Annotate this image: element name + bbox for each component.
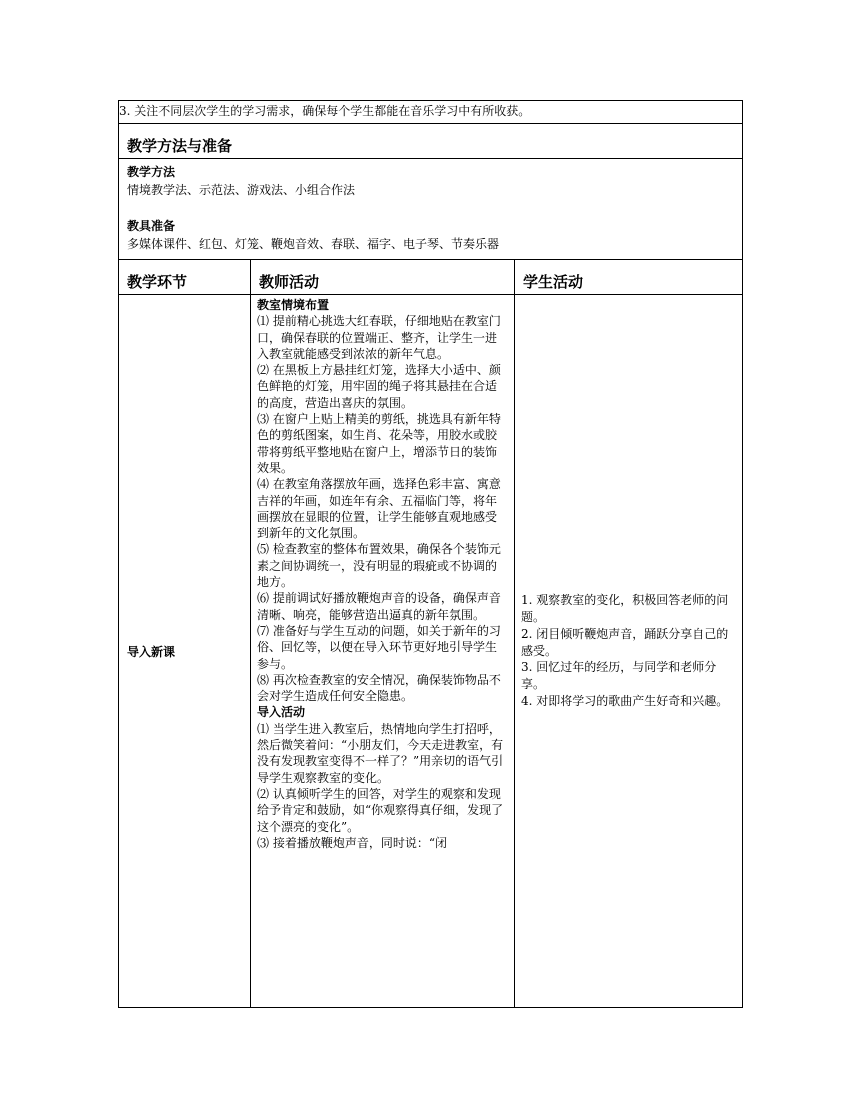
goal-row [119, 101, 743, 124]
table-header-row [119, 260, 743, 295]
list-item: 2. 闭目倾听鞭炮声音，踊跃分享自己的感受。 [521, 626, 729, 658]
list-item: ⑷ 在教室角落摆放年画，选择色彩丰富、寓意吉祥的年画，如连年有余、五福临门等，将年画摆放在显眼的位置，让学生能够直观地感受到新年的文化氛围。 [257, 477, 501, 541]
tools-text: 多媒体课件、红包、灯笼、鞭炮音效、春联、福字、电子琴、节奏乐器 [127, 237, 500, 251]
intro-title: 导入活动 [257, 705, 306, 720]
phase-cell: 导入新课 [119, 295, 251, 1008]
list-item: ⑵ 在黑板上方悬挂红灯笼，选择大小适中、颜色鲜艳的灯笼，用牢固的绳子将其悬挂在合适的高度，营造出喜庆的氛围。 [257, 363, 501, 410]
list-item: ⑸ 检查教室的整体布置效果，确保各个装饰元素之间协调统一，没有明显的瑕疵或不协调的地方。 [257, 542, 501, 590]
teacher-activity-cell [251, 295, 515, 1008]
list-item: 1. 观察教室的变化，积极回答老师的问题。 [521, 593, 729, 624]
section-title: 教学方法与准备 [127, 137, 233, 155]
tools-label: 教具准备 [127, 219, 176, 233]
header-teacher: 教师活动 [259, 273, 320, 291]
list-item: ⑴ 当学生进入教室后，热情地向学生打招呼，然后微笑着问：“小朋友们，今天走进教室，有没有发现教室变得不一样了？”用亲切的语气引导学生观察教室的变化。 [257, 721, 504, 785]
list-item: ⑶ 在窗户上贴上精美的剪纸，挑选具有新年特色的剪纸图案，如生肖、花朵等，用胶水或胶带将剪纸平整地贴在窗户上，增添节日的装饰效果。 [257, 412, 501, 475]
list-item: ⑻ 再次检查教室的安全情况，确保装饰物品不会对学生造成任何安全隐患。 [257, 672, 501, 704]
list-item: ⑺ 准备好与学生互动的问题，如关于新年的习俗、回忆等，以便在导入环节更好地引导学生参与。 [257, 623, 501, 671]
methods-row [119, 159, 743, 260]
header-phase: 教学环节 [127, 273, 188, 291]
table-row [119, 295, 743, 1008]
student-activity-cell [515, 295, 743, 1008]
list-item: ⑵ 认真倾听学生的回答，对学生的观察和发现给予肯定和鼓励，如“你观察得真仔细，发现了这个漂亮的变化”。 [257, 786, 504, 834]
list-item: ⑶ 接着播放鞭炮声音，同时说：“闭 [257, 835, 447, 850]
goal-line: 3. 关注不同层次学生的学习需求，确保每个学生都能在音乐学习中有所收获。 [119, 101, 743, 124]
list-item: 4. 对即将学习的歌曲产生好奇和兴趣。 [521, 693, 729, 708]
list-item: ⑹ 提前调试好播放鞭炮声音的设备，确保声音清晰、响亮，能够营造出逼真的新年氛围。 [257, 591, 501, 622]
header-student: 学生活动 [523, 273, 584, 291]
list-item: ⑴ 提前精心挑选大红春联，仔细地贴在教室门口，确保春联的位置端正、整齐，让学生一进入教室就能感受到浓浓的新年气息。 [257, 314, 501, 361]
methods-title-row [119, 124, 743, 159]
methods-label: 教学方法 [127, 165, 176, 179]
lesson-plan-table [118, 100, 743, 1008]
methods-text: 情境教学法、示范法、游戏法、小组合作法 [127, 183, 356, 197]
setup-title: 教室情境布置 [257, 298, 330, 312]
list-item: 3. 回忆过年的经历，与同学和老师分享。 [521, 660, 717, 692]
